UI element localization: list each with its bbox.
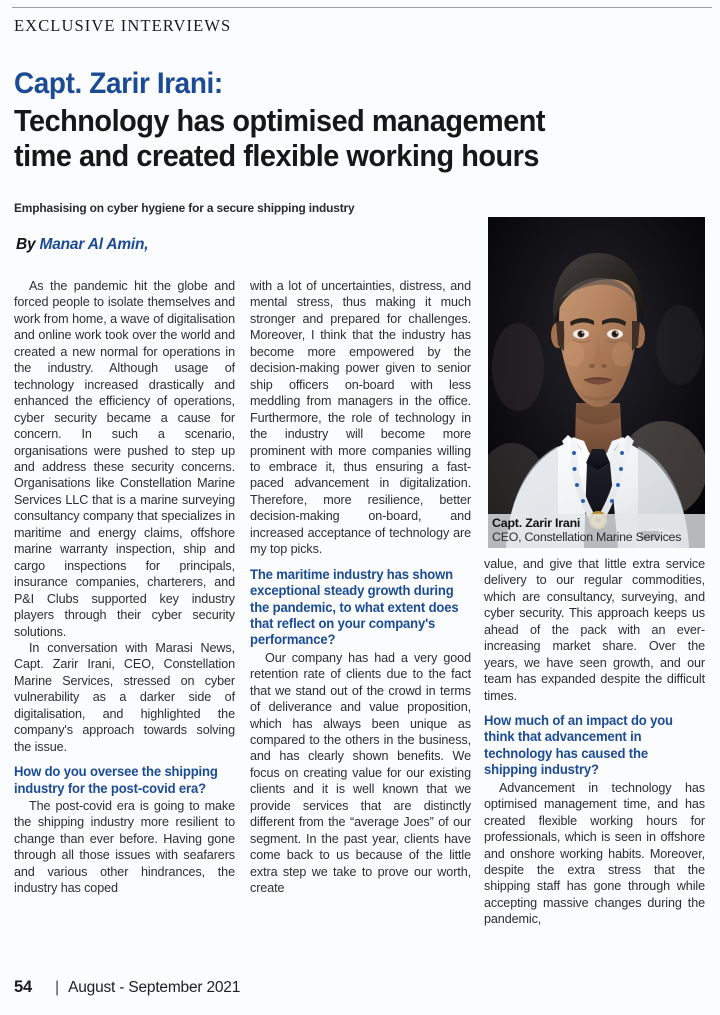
body-column-3 (484, 556, 705, 950)
paragraph-continuation: with a lot of uncertainties, distress, and mental stress, thus making it much stronger and prepared for challenges. Moreover, I think that the industry has become more empowered by the decision-making power given to senior ship officers on-board with less meddling from managers in the office. Furthermore, the role of technology in the industry will become more prominent with more companies willing to embrace it, thus ensuring a fast-paced advancement in digitalization. Therefore, more resilience, better decision-making on-board, and increased acceptance of technology are my top picks. (250, 279, 471, 557)
page-footer (14, 978, 240, 997)
byline-author: Manar Al Amin, (39, 236, 149, 253)
paragraph: Advancement in technology has optimised management time, and has created flexible working hours for professionals, which is seen in offshore and onshore working habits. Moreover, despite the extra stress that the shipping staff has gone through while accepting massive changes during the pandemic, (484, 780, 705, 927)
footer-separator: | (54, 979, 60, 996)
portrait-photo (488, 217, 705, 548)
question-heading: How do you oversee the shipping industry for the post-covid era? (14, 764, 218, 796)
portrait-illustration (488, 217, 705, 548)
section-kicker: EXCLUSIVE INTERVIEWS (14, 16, 232, 35)
headline-line-1: Technology has optimised management (14, 102, 546, 138)
question-heading: How much of an impact do you think that advancement in technology has caused the shipping industry? (484, 713, 673, 778)
photo-caption (488, 514, 705, 549)
paragraph: The post-covid era is going to make the shipping industry more resilient to change than ever before. Having gone through all those issues with seafarers and various other hindrances, the industry has coped (14, 798, 235, 896)
body-column-1 (14, 278, 235, 950)
caption-person-role: CEO, Constellation Marine Services (492, 530, 682, 545)
article-byline (16, 236, 148, 254)
headline-block (14, 68, 704, 173)
issue-date: August - September 2021 (68, 979, 241, 996)
page-number: 54 (14, 978, 32, 996)
byline-prefix: By (16, 236, 40, 253)
article-subdeck: Emphasising on cyber hygiene for a secure shipping industry (14, 201, 355, 215)
paragraph: In conversation with Marasi News, Capt. Zarir Irani, CEO, Constellation Marine Services, stressed on cyber vulnerability as a darker side of digitalisation, and highlighted the company's approach towards solving the issue. (14, 640, 235, 754)
headline-line-2: time and created flexible working hours (14, 138, 539, 174)
header-rule (12, 7, 712, 8)
caption-person-name: Capt. Zarir Irani (492, 515, 581, 530)
paragraph-continuation: value, and give that little extra service delivery to our regular commodities, which are consultancy, surveying, and cyber security. This approach keeps us ahead of the pack with an ever-increasing market share. Over the years, we have seen growth, and our team has expanded despite the difficult times. (484, 557, 705, 703)
paragraph: Our company has had a very good retention rate of clients due to the fact that we stand out of the crowd in terms of deliverance and value proposition, which has always been unique as compared to the others in the business, and has clearly shown benefits. We focus on creating value for our existing clients and it is well known that we provide services that are distinctly different from the “average Joes” of our segment. In the past year, clients have come back to us because of the little extra step we take to prove our worth, create (250, 650, 471, 896)
question-heading: The maritime industry has shown exceptional steady growth during the pandemic, to what extent does that reflect on your company's performance? (250, 566, 459, 648)
headline-subject-name: Capt. Zarir Irani: (14, 67, 223, 100)
paragraph: As the pandemic hit the globe and forced people to isolate themselves and work from home, a wave of digitalisation and online work took over the world and created a new normal for operations in the industry. Although usage of technology increased drastically and enhanced the efficiency of operations, cyber security became a cause for concern. In such a scenario, organisations were pushed to step up and address these security concerns. Organisations like Constellation Marine Services LLC that is a marine surveying consultancy company that specializes in maritime and energy claims, offshore marine warranty inspection, ship and cargo inspections for principals, insurance companies, charterers, and P&I Clubs supported key industry players through their cyber security solutions. (14, 279, 235, 639)
body-column-2 (250, 278, 471, 950)
